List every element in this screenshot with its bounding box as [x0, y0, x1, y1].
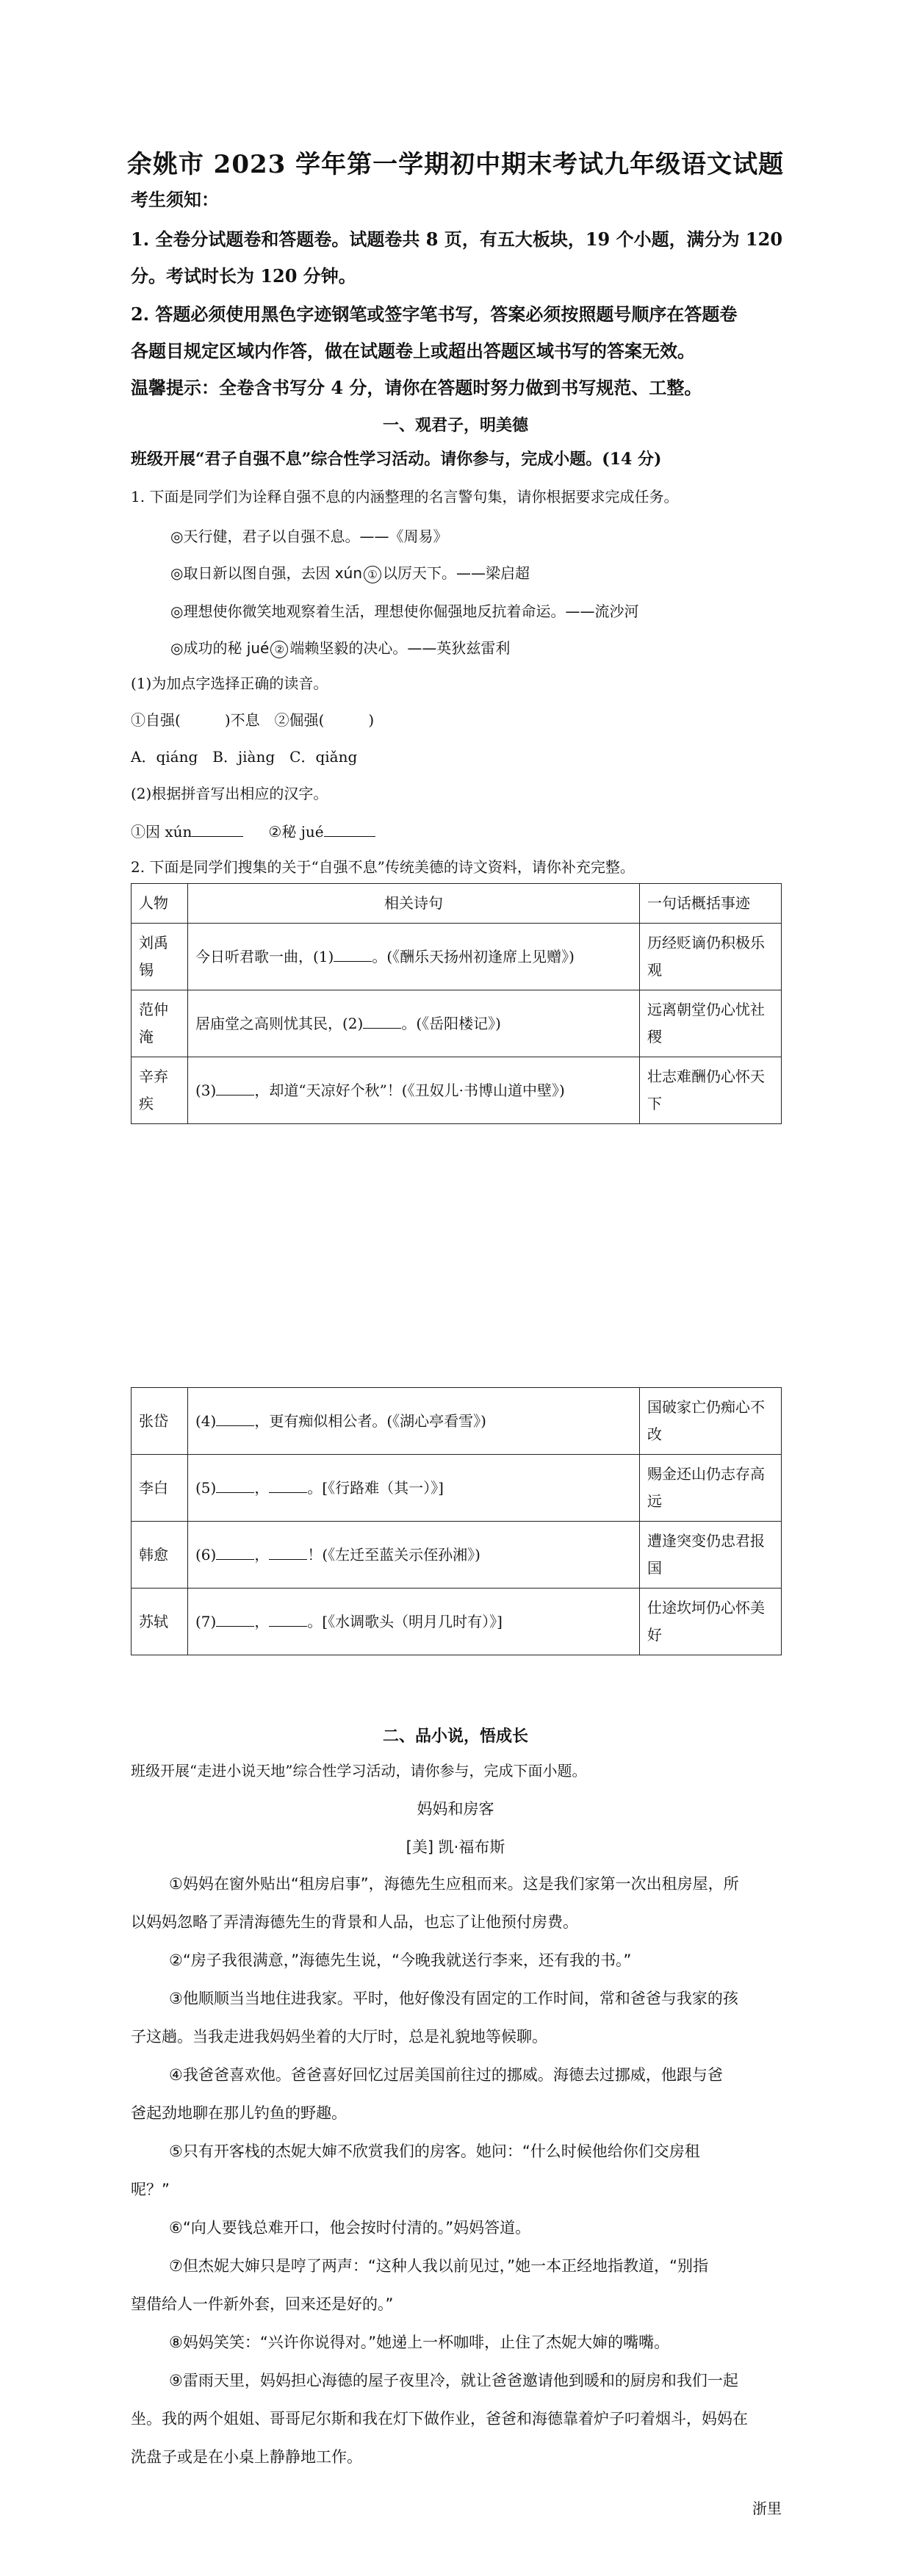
poem-mid: ，	[254, 1612, 270, 1630]
table-row	[132, 1388, 782, 1455]
table-row	[132, 990, 782, 1057]
header-person: 人物	[132, 884, 188, 924]
poem-table-part-2	[131, 1387, 782, 1655]
summary-cell: 国破家亡仍痴心不改	[640, 1388, 782, 1455]
quote-2-blank	[362, 564, 383, 582]
person-name: 范仲淹	[132, 990, 188, 1057]
poem-pre: (5)	[195, 1478, 217, 1497]
quote-4-part-a: ◎成功的秘 jué	[170, 639, 270, 657]
story-line: 望借给人一件新外套，回来还是好的。”	[131, 2295, 394, 2313]
quote-1: ◎天行健，君子以自强不息。——《周易》	[170, 528, 448, 545]
poem-table-part-1	[131, 883, 782, 1124]
person-name: 辛弃疾	[132, 1057, 188, 1124]
poem-pre: (3)	[195, 1081, 217, 1099]
story-line: ④我爸爸喜欢他。爸爸喜好回忆过居美国前往过的挪威。海德去过挪威，他跟与爸	[169, 2066, 723, 2084]
answer-blank	[324, 821, 375, 837]
answer-blank	[192, 821, 243, 837]
blank-mark-1: ①	[364, 566, 381, 583]
story-line: 爸起劲地聊在那儿钓鱼的野趣。	[131, 2104, 347, 2122]
poem-cell	[188, 924, 640, 990]
poem-cell	[188, 1589, 640, 1655]
story-body	[131, 1877, 782, 2494]
poem-pre: (6)	[195, 1545, 217, 1564]
blank-mark-2: ②	[270, 641, 288, 658]
quote-4-part-b: 端赖坚毅的决心。——英狄兹雷利	[289, 639, 511, 657]
item-zi-qiang: ①自强(	[131, 711, 181, 729]
story-line: ②“房子我很满意，”海德先生说，“今晚我就送行李来，还有我的书。”	[169, 1951, 632, 1969]
table-header-row	[132, 884, 782, 924]
summary-cell: 仕途坎坷仍心怀美好	[640, 1589, 782, 1655]
poem-post: 。(《酬乐天扬州初逢席上见赠》)	[372, 947, 575, 965]
person-name: 韩愈	[132, 1522, 188, 1589]
answer-blank	[216, 1411, 254, 1426]
quote-4-blank	[269, 639, 289, 657]
poem-cell	[188, 1057, 640, 1124]
table-row	[132, 1057, 782, 1124]
story-line: ⑤只有开客栈的杰妮大婶不欣赏我们的房客。她问：“什么时候他给你们交房租	[169, 2143, 700, 2160]
summary-cell: 壮志难酬仍心怀天下	[640, 1057, 782, 1124]
answer-blank	[216, 1478, 254, 1493]
item-mi-jue: ②秘 jué	[268, 823, 324, 841]
poem-post: ，却道“天凉好个秋”！(《丑奴儿·书博山道中壁》)	[254, 1081, 565, 1099]
answer-blank	[216, 1611, 254, 1627]
summary-cell: 历经贬谪仍积极乐观	[640, 924, 782, 990]
person-name: 刘禹锡	[132, 924, 188, 990]
notice-item-2-line-2: 各题目规定区域内作答，做在试题卷上或超出答题区域书写的答案无效。	[131, 340, 695, 361]
person-name: 苏轼	[132, 1589, 188, 1655]
answer-blank	[216, 1544, 254, 1560]
summary-cell: 遭逢突变仍忠君报国	[640, 1522, 782, 1589]
answer-blank	[363, 1013, 401, 1029]
poem-pre: (7)	[195, 1612, 217, 1630]
table-row	[132, 1522, 782, 1589]
notice-item-1-line-1: 1. 全卷分试题卷和答题卷。试题卷共 8 页，有五大板块，19 个小题，满分为 120	[131, 229, 783, 250]
sub-question-2-items	[131, 821, 375, 841]
section-2-title: 二、品小说，悟成长	[382, 1727, 528, 1746]
quote-4	[170, 636, 510, 658]
header-summary: 一句话概括事迹	[640, 884, 782, 924]
story-line: ⑦但杰妮大婶只是哼了两声：“这种人我以前见过，”她一本正经地指教道，“别指	[169, 2257, 708, 2275]
section-1-intro: 班级开展“君子自强不息”综合性学习活动。请你参与，完成小题。(14 分)	[131, 450, 662, 469]
story-line: 子这趟。当我走进我妈妈坐着的大厅时，总是礼貌地等候聊。	[131, 2028, 547, 2046]
poem-mid: ，	[254, 1545, 270, 1564]
sub-question-1-items	[131, 711, 374, 729]
poem-pre: 今日听君歌一曲，(1)	[195, 947, 334, 965]
notice-reminder: 温馨提示：全卷含书写分 4 分，请你在答题时努力做到书写规范、工整。	[131, 377, 702, 398]
story-line: ⑥“向人要钱总难开口，他会按时付清的。”妈妈答道。	[169, 2219, 531, 2237]
story-line: ①妈妈在窗外贴出“租房启事”，海德先生应租而来。这是我们家第一次出租房屋，所	[169, 1875, 739, 1893]
answer-blank	[216, 1080, 254, 1095]
summary-cell: 赐金还山仍志存高远	[640, 1455, 782, 1522]
poem-cell	[188, 1388, 640, 1455]
story-line: 呢？”	[131, 2181, 170, 2198]
poem-post: 。[《水调歌头（明月几时有）》]	[307, 1612, 503, 1630]
quote-3: ◎理想使你微笑地观察着生活，理想使你倔强地反抗着命运。——流沙河	[170, 602, 639, 620]
quote-2	[170, 561, 530, 583]
quote-2-part-b: 以厉天下。——梁启超	[383, 564, 530, 582]
answer-blank	[269, 1611, 307, 1627]
section-1-title: 一、观君子，明美德	[382, 416, 528, 435]
page-title: 余姚市 2023 学年第一学期初中期末考试九年级语文试题	[126, 150, 785, 179]
table-row	[132, 1589, 782, 1655]
story-line: 以妈妈忽略了弄清海德先生的背景和人品，也忘了让他预付房费。	[131, 1913, 578, 1931]
poem-post: 。(《岳阳楼记》)	[401, 1014, 501, 1032]
poem-cell	[188, 1455, 640, 1522]
notice-item-1-line-2: 分。考试时长为 120 分钟。	[131, 265, 356, 287]
notice-item-2-line-1: 2. 答题必须使用黑色字迹钢笔或签字笔书写，答案必须按照题号顺序在答题卷	[131, 303, 738, 325]
question-2-stem: 2. 下面是同学们搜集的关于“自强不息”传统美德的诗文资料，请你补充完整。	[131, 858, 635, 876]
poem-cell	[188, 990, 640, 1057]
story-line: 洗盘子或是在小桌上静静地工作。	[131, 2448, 362, 2466]
table-row	[132, 1455, 782, 1522]
sub-question-2: (2)根据拼音写出相应的汉字。	[131, 785, 328, 802]
notice-heading: 考生须知：	[131, 189, 219, 210]
section-2-intro: 班级开展“走进小说天地”综合性学习活动，请你参与，完成下面小题。	[131, 1762, 587, 1780]
story-line: 坐。我的两个姐姐、哥哥尼尔斯和我在灯下做作业，爸爸和海德靠着炉子叼着烟斗，妈妈在	[131, 2410, 748, 2428]
story-author: [美] 凯·福布斯	[406, 1838, 505, 1856]
quote-2-part-a: ◎取日新以图自强，去因 xún	[170, 564, 362, 582]
poem-cell	[188, 1522, 640, 1589]
sub-question-1: (1)为加点字选择正确的读音。	[131, 674, 328, 692]
item-jue-jiang: )不息 ②倔强(	[224, 711, 325, 729]
item-close-paren: )	[368, 711, 375, 729]
answer-blank	[269, 1544, 307, 1560]
poem-post: 。[《行路难（其一）》]	[307, 1478, 444, 1497]
answer-blank	[334, 946, 372, 962]
summary-cell: 远离朝堂仍心忧社稷	[640, 990, 782, 1057]
story-line: ③他顺顺当当地住进我家。平时，他好像没有固定的工作时间，常和爸爸与我家的孩	[169, 1990, 738, 2007]
table-row	[132, 924, 782, 990]
poem-pre: 居庙堂之高则忧其民，(2)	[195, 1014, 364, 1032]
story-title: 妈妈和房客	[417, 1800, 494, 1818]
answer-blank	[269, 1478, 307, 1493]
poem-pre: (4)	[195, 1411, 217, 1430]
footer-mark: 浙里	[752, 2500, 782, 2517]
person-name: 张岱	[132, 1388, 188, 1455]
poem-post: ！(《左迁至蓝关示侄孙湘》)	[307, 1545, 480, 1564]
story-line: ⑧妈妈笑笑：“兴许你说得对。”她递上一杯咖啡，止住了杰妮大婶的嘴嘴。	[169, 2334, 670, 2351]
story-line: ⑨雷雨天里，妈妈担心海德的屋子夜里冷，就让爸爸邀请他到暖和的厨房和我们一起	[169, 2372, 738, 2389]
item-yin-xun: ①因 xún	[131, 823, 192, 841]
person-name: 李白	[132, 1455, 188, 1522]
sub-question-1-options: A．qiáng B．jiàng C．qiǎng	[131, 748, 358, 766]
poem-mid: ，	[254, 1478, 270, 1497]
poem-post: ，更有痴似相公者。(《湖心亭看雪》)	[254, 1411, 486, 1430]
header-poem: 相关诗句	[188, 884, 640, 924]
question-1-stem: 1. 下面是同学们为诠释自强不息的内涵整理的名言警句集，请你根据要求完成任务。	[131, 488, 679, 506]
